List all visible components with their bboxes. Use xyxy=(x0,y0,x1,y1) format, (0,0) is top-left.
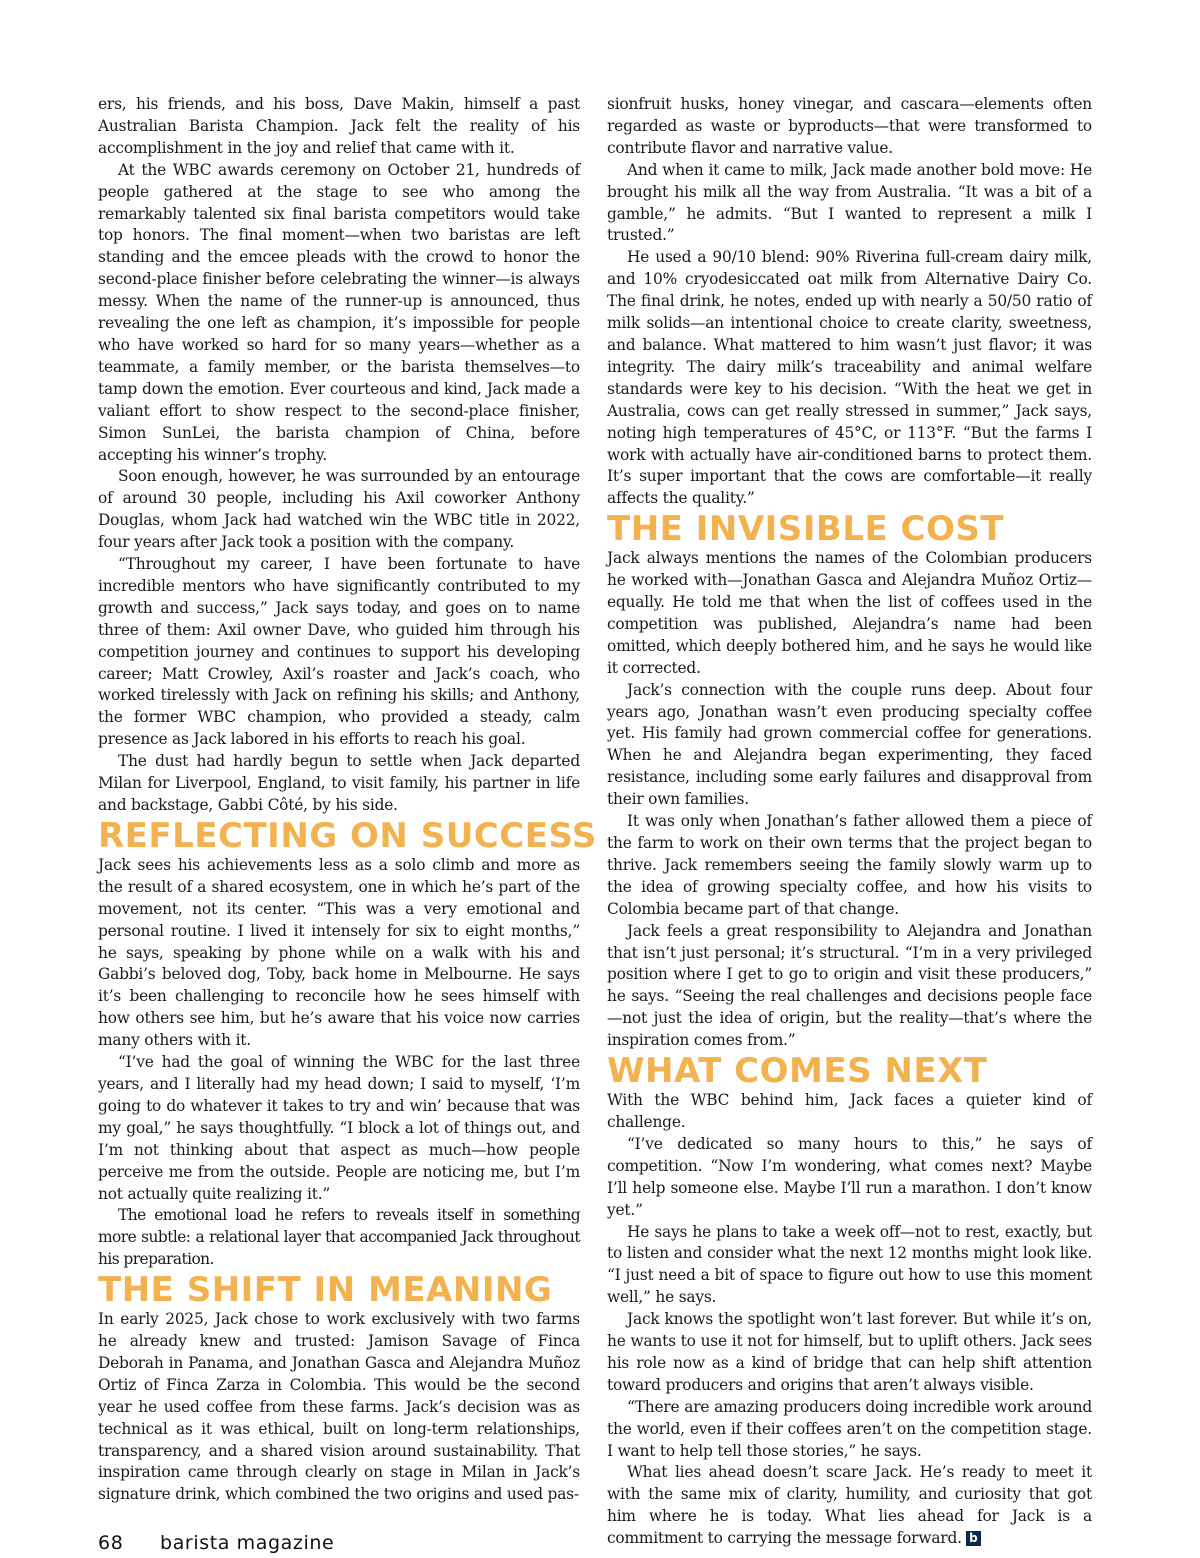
paragraph: Jack always mentions the names of the Colombian producers he worked with—Jonathan Gasca and Alejandra Muñoz Ortiz—equally. He told me that when the list of coffees used in the competition was published, Alejandra’s name had been omitted, which deeply bothered him, and he says he would like it corrected. xyxy=(607,549,1092,677)
right-column xyxy=(607,94,1092,1550)
paragraph: “I’ve had the goal of winning the WBC for the last three years, and I literally had my head down; I said to myself, ‘I’m going to do whatever it takes to try and win’ because that was my goal,” he says thoughtfully. “I block a lot of things out, and I’m not thinking about that aspect as much—how people perceive me from the outside. People are noticing me, but I’m not actually quite realizing it.” xyxy=(98,1053,580,1203)
paragraph: sionfruit husks, honey vinegar, and cascara—elements often regarded as waste or byproducts—that were transformed to contribute flavor and narrative value. xyxy=(607,95,1092,157)
paragraph: “Throughout my career, I have been fortunate to have incredible mentors who have significantly contributed to my growth and success,” Jack says today, and goes on to name three of them: Axil owner Dave, who guided him through his competition journey and continues to support his developing career; Matt Crowley, Axil’s roaster and Jack’s coach, who worked tirelessly with Jack on refining his skills; and Anthony, the former WBC champion, who provided a steady, calm presence as Jack labored in his efforts to reach his goal. xyxy=(98,555,580,749)
section-heading-the-shift-in-meaning: THE SHIFT IN MEANING xyxy=(98,1270,553,1311)
final-paragraph xyxy=(607,1462,1092,1550)
paragraph: With the WBC behind him, Jack faces a quieter kind of challenge. xyxy=(607,1091,1092,1131)
paragraph: Jack sees his achievements less as a solo climb and more as the result of a shared ecosystem, one in which he’s part of the movement, not its center. “This was a very emotional and personal routine. I lived it intensely for six to eight months,” he says, speaking by phone while on a walk with his and Gabbi’s beloved dog, Toby, back home in Melbourne. He says it’s been challenging to reconcile how he sees himself with how others see him, but he’s aware that his voice now carries many others with it. xyxy=(98,855,580,1050)
paragraph: “I’ve dedicated so many hours to this,” he says of competition. “Now I’m wondering, what comes next? Maybe I’ll help someone else. Maybe I’ll run a marathon. I don’t know yet.” xyxy=(607,1134,1092,1219)
section-heading-the-invisible-cost: THE INVISIBLE COST xyxy=(607,509,1005,550)
paragraph: ers, his friends, and his boss, Dave Makin, himself a past Australian Barista Champion. Jack felt the reality of his accomplishment in the joy and relief that came with it. xyxy=(98,95,580,157)
paragraph: Jack feels a great responsibility to Alejandra and Jonathan that isn’t just personal; it’s structural. “I’m in a very privileged position where I get to go to origin and visit these producers,” he says. “Seeing the real challenges and decisions people face—not just the idea of origin, but the reality—that’s where the inspiration comes from.” xyxy=(607,921,1092,1050)
publication-name: barista magazine xyxy=(160,1532,335,1554)
left-column xyxy=(98,94,597,1506)
paragraph: Jack’s connection with the couple runs deep. About four years ago, Jonathan wasn’t even producing specialty coffee yet. His family had grown commercial coffee for generations. When he and Alejandra began experimenting, they faced resistance, including some early failures and disapproval from their own families. xyxy=(607,680,1092,809)
final-paragraph-text: What lies ahead doesn’t scare Jack. He’s ready to meet it with the same mix of clarity, humility, and curiosity that got him where he is today. What lies ahead for Jack is a commitment to carrying the message forward. xyxy=(607,1463,1092,1548)
paragraph: Jack knows the spotlight won’t last forever. But while it’s on, he wants to use it not for himself, but to uplift others. Jack sees his role now as a kind of bridge that can help shift attention toward producers and origins that aren’t always visible. xyxy=(607,1310,1092,1394)
paragraph: He says he plans to take a week off—not to rest, exactly, but to listen and consider what the next 12 months might look like. “I just need a bit of space to figure out how to use this moment well,” he says. xyxy=(607,1222,1092,1307)
section-heading-what-comes-next: WHAT COMES NEXT xyxy=(607,1051,988,1092)
paragraph: The emotional load he refers to reveals itself in something more subtle: a relational layer that accompanied Jack throughout his preparation. xyxy=(98,1206,580,1269)
section-heading-reflecting-on-success: REFLECTING ON SUCCESS xyxy=(98,815,597,856)
end-mark-icon: b xyxy=(966,1531,981,1546)
page-footer xyxy=(98,1532,334,1554)
paragraph: The dust had hardly begun to settle when Jack departed Milan for Liverpool, England, to visit family, his partner in life and backstage, Gabbi Côté, by his side. xyxy=(98,752,580,814)
paragraph: He used a 90/10 blend: 90% Riverina full-cream dairy milk, and 10% cryodesiccated oat milk from Alternative Dairy Co. The final drink, he notes, ended up with nearly a 50/50 ratio of milk solids—an intentional choice to create clarity, sweetness, and balance. What mattered to him wasn’t just flavor; it was integrity. The dairy milk’s traceability and animal welfare standards were key to his decision. “With the heat we get in Australia, cows can get really stressed in summer,” Jack says, noting high temperatures of 45°C, or 113°F. “But the farms I work with actually have air-conditioned barns to protect them. It’s super important that the cows are comfortable—it really affects the quality.” xyxy=(607,248,1092,508)
paragraph: And when it came to milk, Jack made another bold move: He brought his milk all the way from Australia. “It was a bit of a gamble,” he admits. “But I wanted to represent a milk I trusted.” xyxy=(607,160,1092,245)
paragraph: Soon enough, however, he was surrounded by an entourage of around 30 people, including his Axil coworker Anthony Douglas, whom Jack had watched win the WBC title in 2022, four years after Jack took a position with the company. xyxy=(98,467,580,552)
paragraph: At the WBC awards ceremony on October 21, hundreds of people gathered at the stage to see who among the remarkably talented six final barista competitors would take top honors. The final moment—when two baristas are left standing and the emcee pleads with the crowd to honor the second-place finisher before celebrating the winner—is always messy. When the name of the runner-up is announced, thus revealing the one left as champion, it’s impossible for people who have worked so hard for so many years—whether as a teammate, a family member, or the barista themselves—to tamp down the emotion. Ever courteous and kind, Jack made a valiant effort to show respect to the second-place finisher, Simon SunLei, the barista champion of China, before accepting his winner’s trophy. xyxy=(98,160,580,464)
paragraph: In early 2025, Jack chose to work exclusively with two farms he already knew and trusted: Jamison Savage of Finca Deborah in Panama, and Jonathan Gasca and Alejandra Muñoz Ortiz of Finca Zarza in Colombia. This would be the second year he used coffee from these farms. Jack’s decision was as technical as it was ethical, built on long-term relationships, transparency, and a shared vision around sustainability. That inspiration came through clearly on stage in Milan in Jack’s signature drink, which combined the two origins and used pas- xyxy=(98,1310,580,1504)
paragraph: “There are amazing producers doing incredible work around the world, even if their coffees aren’t on the competition stage. I want to help tell those stories,” he says. xyxy=(607,1397,1092,1460)
page-number: 68 xyxy=(98,1532,124,1554)
paragraph: It was only when Jonathan’s father allowed them a piece of the farm to work on their own terms that the project began to thrive. Jack remembers seeing the family slowly warm up to the idea of growing specialty coffee, and how his visits to Colombia became part of that change. xyxy=(607,812,1092,918)
